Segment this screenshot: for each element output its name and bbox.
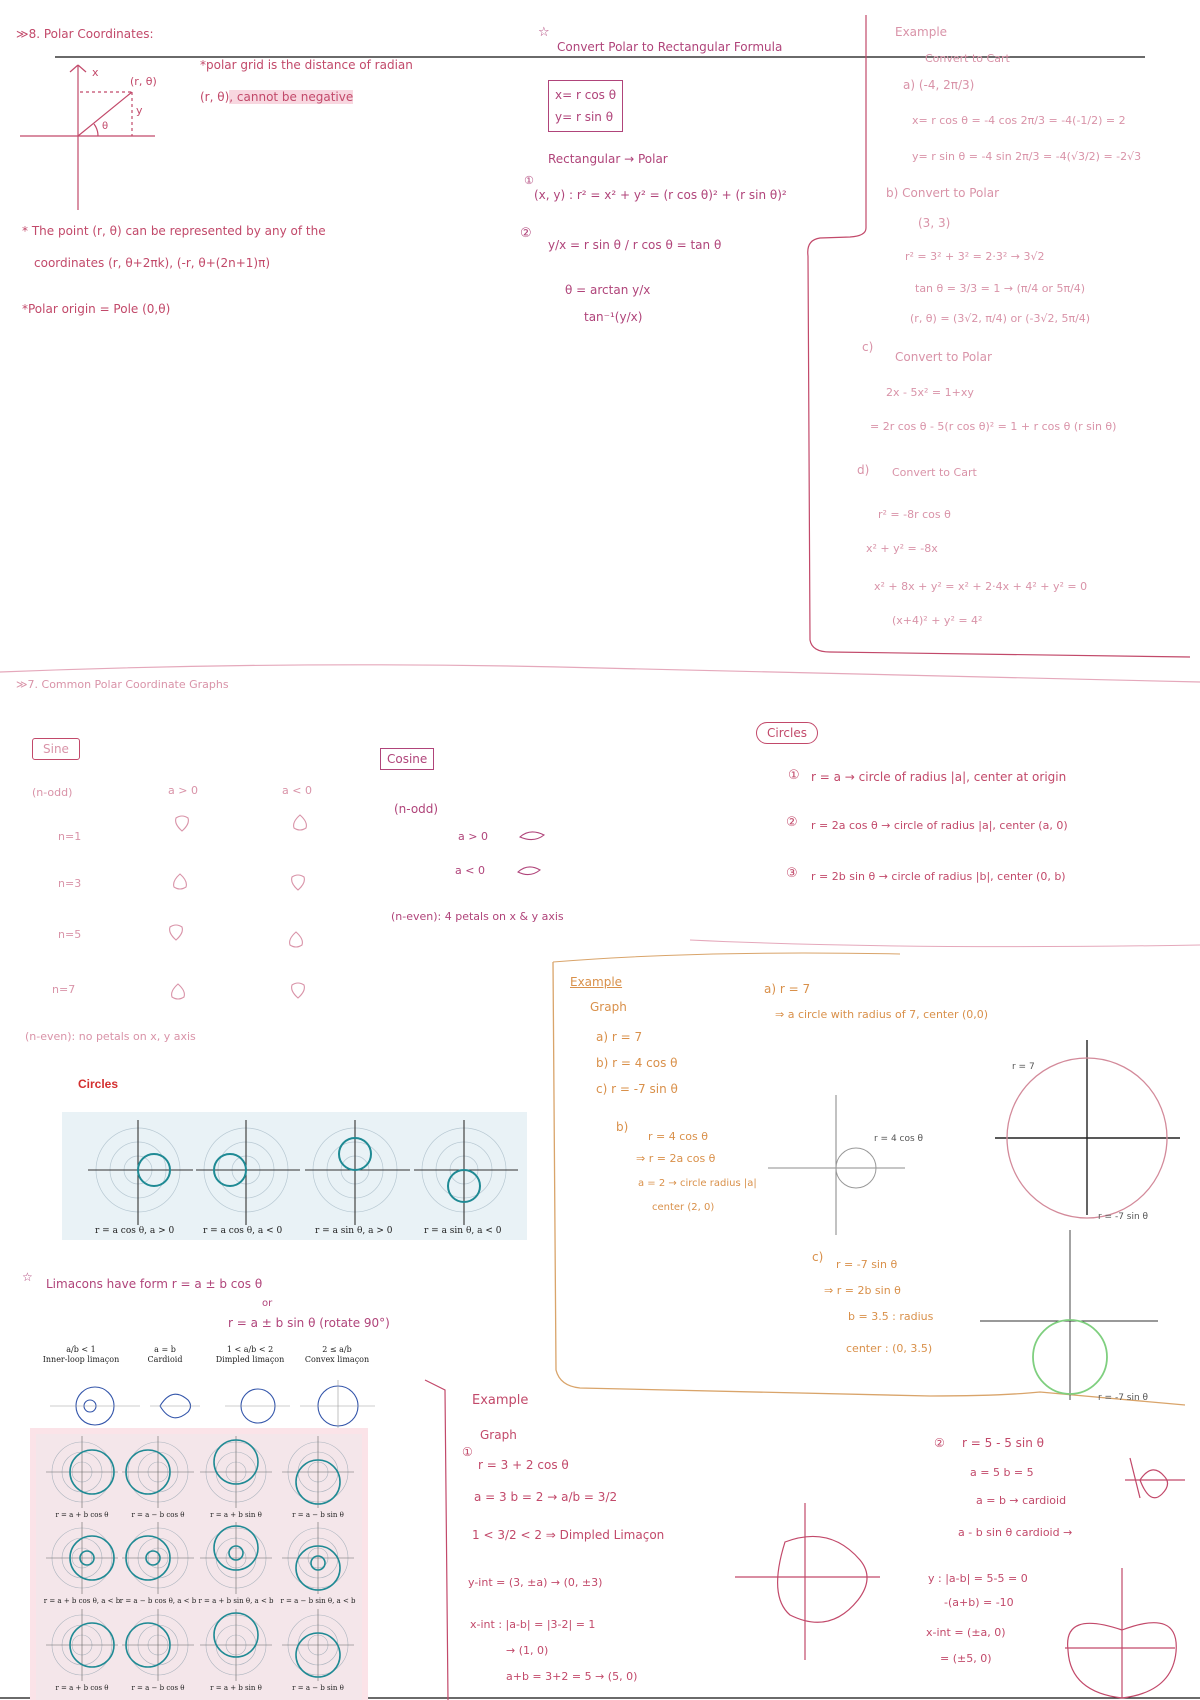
example3-p2-xint1: x-int = (±a, 0) [926,1626,1006,1639]
sine-title: Sine [32,738,80,760]
sine-col-a-neg: a < 0 [282,784,312,797]
example3-p2-xint2: = (±5, 0) [940,1652,992,1665]
example3-p2-yint1: y : |a-b| = 5-5 = 0 [928,1572,1028,1585]
graph-c-label: r = -7 sin θ [1098,1393,1149,1403]
example3-p1-xint2: → (1, 0) [506,1644,549,1657]
star-icon: ☆ [538,25,550,40]
example1-a-label: a) (-4, 2π/3) [903,78,975,92]
circles-caption-4: r = a sin θ, a < 0 [424,1226,502,1236]
limacon-caption: r = a + b sin θ [210,1511,262,1519]
step3-equation: θ = arctan y/x [565,283,651,297]
sine-row-n3: n=3 [58,877,82,890]
circles-figure [62,1112,527,1240]
representation-note-1: * The point (r, θ) can be represented by any of the [22,224,326,238]
sine-col-n-odd: (n-odd) [32,786,73,799]
circle1-text: r = a → circle of radius |a|, center at origin [811,770,1067,784]
example2-item-a: a) r = 7 [596,1030,643,1044]
example2-item-b: b) r = 4 cos θ [596,1056,678,1070]
example1-a-line1: x= r cos θ = -4 cos 2π/3 = -4(-1/2) = 2 [912,114,1126,127]
example1-d-title: Convert to Cart [892,466,977,479]
example1-c-line1: 2x - 5x² = 1+xy [886,386,974,399]
example3-p2-ab: a = 5 b = 5 [970,1466,1034,1479]
limacon-caption: r = a − b sin θ, a < b [280,1597,356,1605]
example2-b-line1: r = 4 cos θ [648,1130,708,1143]
example3-p1-xint3: a+b = 3+2 = 5 → (5, 0) [506,1670,638,1683]
limacon-cap-top-3: 1 < a/b < 2 Dimpled limaçon [215,1345,285,1364]
example1-title: Example [895,25,948,39]
diagram-label-theta: θ [102,121,109,132]
circles-caption-2: r = a cos θ, a < 0 [203,1226,283,1236]
example3-p2-number: ② [934,1436,945,1450]
sine-even-note: (n-even): no petals on x, y axis [25,1030,196,1043]
step1-equation: (x, y) : r² = x² + y² = (r cos θ)² + (r sin θ)² [534,188,787,202]
circles-caption-1: r = a cos θ, a > 0 [95,1226,175,1236]
step4-equation: tan⁻¹(y/x) [584,310,643,324]
cosine-a-neg: a < 0 [455,864,485,877]
cosine-n-odd: (n-odd) [394,802,439,816]
limacon-grid-panel [30,1428,368,1700]
limacon-star-icon: ☆ [22,1270,33,1284]
graph-b-label: r = 4 cos θ [874,1134,924,1144]
limacon-caption: r = a + b cos θ [55,1511,109,1519]
limacon-caption: r = a − b cos θ [131,1684,185,1692]
example2-b-line2: ⇒ r = 2a cos θ [636,1152,716,1165]
example2-c-line2: ⇒ r = 2b sin θ [824,1284,901,1297]
circle3-number: ③ [786,866,798,881]
limacon-cap-top-4: 2 ≤ a/b Convex limaçon [304,1345,370,1364]
step1-number: ① [524,174,534,187]
example2-b-line3: a = 2 → circle radius |a| [638,1178,757,1189]
convert-title: Convert Polar to Rectangular Formula [557,40,783,54]
circle2-text: r = 2a cos θ → circle of radius |a|, center (a, 0) [811,819,1068,832]
example3-subtitle: Graph [480,1428,517,1442]
example1-d-line4: (x+4)² + y² = 4² [892,614,983,627]
circles-caption-3: r = a sin θ, a > 0 [315,1226,393,1236]
sine-row-n1: n=1 [58,830,82,843]
rect-to-polar: Rectangular → Polar [548,152,668,166]
example2-b-head: b) [616,1120,629,1134]
limacon-caption: r = a − b sin θ [292,1684,344,1692]
example1-c-title: Convert to Polar [895,350,992,364]
example1-c-label: c) [862,340,874,354]
sine-row-n7: n=7 [52,983,76,996]
example2-item-c: c) r = -7 sin θ [596,1082,678,1096]
limacon-cap-top-1: a/b < 1 Inner-loop limaçon [42,1345,120,1364]
limacon-top-shapes [50,1380,375,1432]
limacon-form-line2: r = a ± b sin θ (rotate 90°) [228,1316,390,1330]
representation-note-2: coordinates (r, θ+2πk), (-r, θ+(2n+1)π) [34,256,270,270]
step2-number: ② [520,226,532,241]
polar-negative-note: (r, θ), cannot be negative [200,90,354,104]
limacon-or: or [262,1298,273,1309]
example3-p2-class1: a = b → cardioid [976,1494,1067,1507]
circle1-number: ① [788,768,800,783]
example3-p2-eq: r = 5 - 5 sin θ [962,1436,1045,1450]
example3-p1-eq: r = 3 + 2 cos θ [478,1458,569,1472]
example2-title: Example [570,975,623,989]
example1-b-label: b) Convert to Polar [886,186,1000,200]
sine-petals [170,815,307,999]
polar-origin-note: *Polar origin = Pole (0,θ) [22,302,171,316]
example2-c-line1: r = -7 sin θ [836,1258,898,1271]
example1-a-line2: y= r sin θ = -4 sin 2π/3 = -4(√3/2) = -2√3 [912,150,1142,163]
example3-p2-yint2: -(a+b) = -10 [944,1596,1014,1609]
cosine-a-pos: a > 0 [458,830,488,843]
diagram-label-y: y [136,104,143,117]
example1-b-point: (3, 3) [918,216,951,230]
cosine-title: Cosine [380,748,434,770]
example1-d-line2: x² + y² = -8x [866,542,938,555]
circle2-number: ② [786,815,798,830]
example3-p1-number: ① [462,1445,473,1459]
example1-d-label: d) [857,463,870,477]
example1-b-line3: (r, θ) = (3√2, π/4) or (-3√2, 5π/4) [910,312,1091,325]
example3-p2-class2: a - b sin θ cardioid → [958,1526,1073,1539]
formula-y: y= r sin θ [555,110,614,124]
example3-graph-1 [735,1503,880,1660]
circles-divider [690,940,1200,947]
example2-b-line4: center (2, 0) [652,1202,715,1213]
graph-a-label-2: r = -7 sin θ [1098,1212,1149,1222]
example3-p1-yint: y-int = (3, ±a) → (0, ±3) [468,1576,603,1589]
example3-graph-2 [1065,1458,1185,1698]
limacon-form-line1: Limacons have form r = a ± b cos θ [46,1277,263,1291]
section8-title: ≫8. Polar Coordinates: [16,27,154,41]
cosine-even-note: (n-even): 4 petals on x & y axis [391,910,564,923]
example1-d-line1: r² = -8r cos θ [878,508,951,521]
example2-a-head: a) r = 7 [764,982,811,996]
example2-subtitle: Graph [590,1000,627,1014]
polar-grid-definition: *polar grid is the distance of radian [200,58,413,72]
example3-p1-class: 1 < 3/2 < 2 ⇒ Dimpled Limaçon [472,1528,665,1542]
example1-border [808,15,1190,657]
example3-border [425,1380,448,1700]
formula-x: x= r cos θ [555,88,617,102]
example1-c-line2: = 2r cos θ - 5(r cos θ)² = 1 + r cos θ (r sin θ) [870,420,1117,433]
formula-box [548,80,623,132]
example3-p1-xint1: x-int : |a-b| = |3-2| = 1 [470,1618,596,1631]
limacon-cap-top-2: a = b Cardioid [147,1345,183,1364]
diagram-label-x: x [92,66,99,79]
limacon-caption: r = a + b cos θ, a < b [43,1597,121,1605]
example1-d-line3: x² + 8x + y² = x² + 2·4x + 4² + y² = 0 [874,580,1088,593]
limacon-caption: r = a − b sin θ [292,1511,344,1519]
example1-b-line1: r² = 3² + 3² = 2·3² → 3√2 [905,250,1045,263]
limacon-caption: r = a + b sin θ, a < b [198,1597,274,1605]
example2-c-line3: b = 3.5 : radius [848,1310,934,1323]
circles-figure-heading: Circles [78,1077,119,1091]
example1-b-line2: tan θ = 3/3 = 1 → (π/4 or 5π/4) [915,282,1086,295]
limacon-caption: r = a − b cos θ [131,1511,185,1519]
example1-subtitle: Convert to Cart [925,52,1010,65]
example3-title: Example [472,1393,529,1408]
cosine-petals [518,832,544,875]
example2-graph-b [768,1095,905,1235]
section7-title: ≫7. Common Polar Coordinate Graphs [16,678,229,691]
circle3-text: r = 2b sin θ → circle of radius |b|, center (0, b) [811,870,1066,883]
example2-c-head: c) [812,1250,824,1264]
example3-p1-ab: a = 3 b = 2 → a/b = 3/2 [474,1490,618,1504]
limacon-caption: r = a + b cos θ [55,1684,109,1692]
example2-c-line4: center : (0, 3.5) [846,1342,933,1355]
limacon-caption: r = a + b sin θ [210,1684,262,1692]
circles-title: Circles [756,722,818,744]
sine-row-n5: n=5 [58,928,82,941]
step2-equation: y/x = r sin θ / r cos θ = tan θ [548,238,722,252]
example2-graph-c [980,1230,1158,1400]
diagram-label-point: (r, θ) [130,75,157,88]
graph-a-label: r = 7 [1012,1062,1035,1072]
sine-col-a-pos: a > 0 [168,784,198,797]
limacon-caption: r = a − b cos θ, a < b [119,1597,197,1605]
example2-a-desc: ⇒ a circle with radius of 7, center (0,0) [775,1008,989,1021]
